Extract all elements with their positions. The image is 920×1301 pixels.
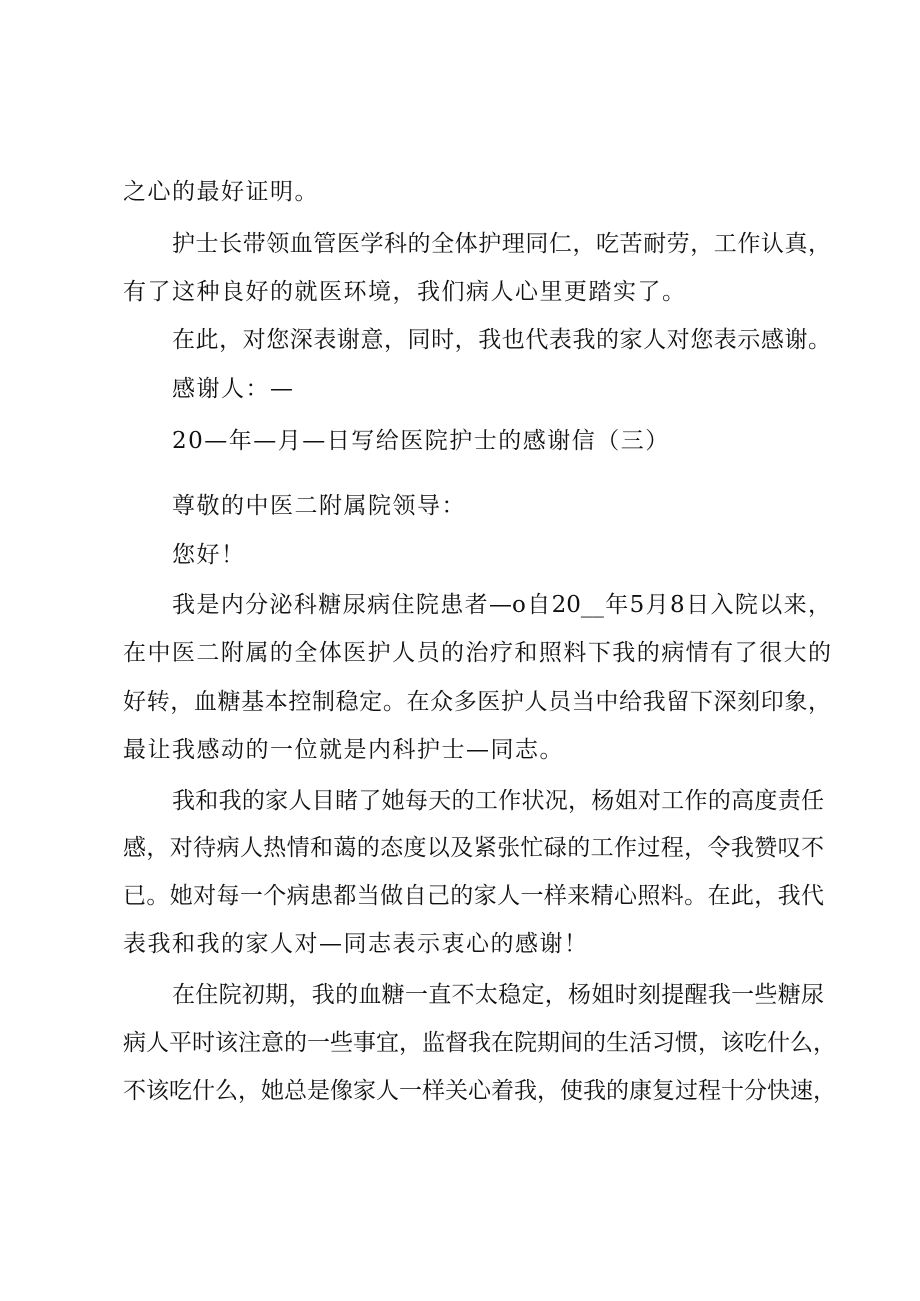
text-line-3: 有了这种良好的就医环境，我们病人心里更踏实了。 bbox=[123, 279, 687, 305]
text-line-11: 好转，血糖基本控制稳定。在众多医护人员当中给我留下深刻印象， bbox=[123, 689, 831, 715]
text-line-13: 我和我的家人目睹了她每天的工作状况，杨姐对工作的高度责任 bbox=[172, 788, 824, 814]
letter-heading: 20—年—月—日写给医院护士的感谢信（三） bbox=[172, 428, 670, 454]
text-line-14: 感，对待病人热情和蔼的态度以及紧张忙碌的工作过程，令我赞叹不 bbox=[123, 835, 824, 861]
text-line-2: 护士长带领血管医学科的全体护理同仁，吃苦耐劳，工作认真， bbox=[172, 231, 831, 257]
text-line-19: 不该吃什么，她总是像家人一样关心着我，使我的康复过程十分快速， bbox=[123, 1078, 836, 1104]
text-line-10: 在中医二附属的全体医护人员的治疗和照料下我的病情有了很大的 bbox=[123, 640, 831, 666]
text-line-12: 最让我感动的一位就是内科护士—同志。 bbox=[123, 737, 564, 763]
signature-line: 感谢人：— bbox=[172, 376, 295, 402]
text-line-4: 在此，对您深表谢意，同时，我也代表我的家人对您表示感谢。 bbox=[172, 327, 831, 353]
salutation: 尊敬的中医二附属院领导： bbox=[172, 493, 466, 519]
greeting: 您好！ bbox=[172, 542, 246, 568]
text-line-17: 在住院初期，我的血糖一直不太稳定，杨姐时刻提醒我一些糖尿 bbox=[172, 982, 824, 1008]
text-line-16: 表我和我的家人对—同志表示衷心的感谢！ bbox=[123, 931, 589, 957]
text-line-1: 之心的最好证明。 bbox=[123, 179, 319, 205]
text-line-18: 病人平时该注意的一些事宜，监督我在院期间的生活习惯，该吃什么， bbox=[123, 1030, 836, 1056]
text-line-9: 我是内分泌科糖尿病住院患者—o自20__年5月8日入院以来， bbox=[172, 592, 831, 618]
text-line-15: 已。她对每一个病患都当做自己的家人一样来精心照料。在此，我代 bbox=[123, 883, 824, 909]
